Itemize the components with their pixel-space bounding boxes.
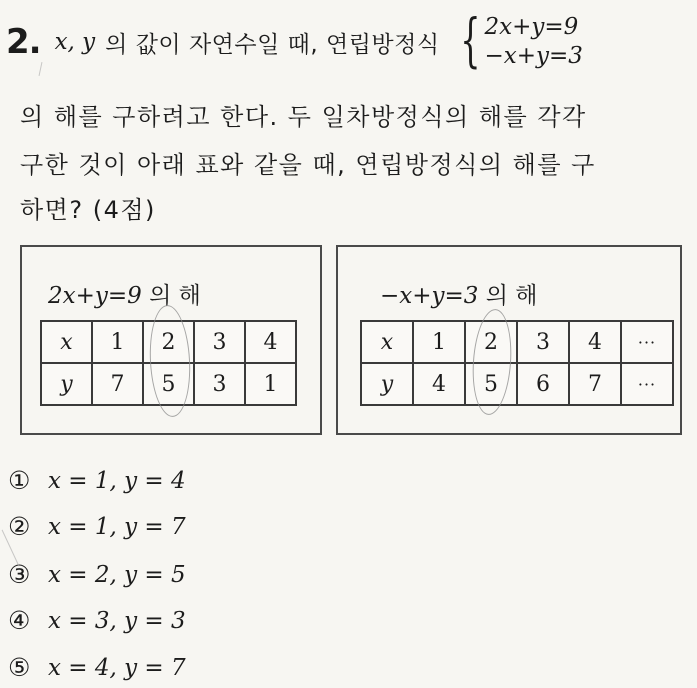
- table-cell: 5: [143, 363, 194, 405]
- row-header-x: x: [41, 321, 92, 363]
- table-cell: 6: [517, 363, 569, 405]
- system-equation-1: 2x+y=9: [484, 14, 579, 40]
- row-header-y: y: [41, 363, 92, 405]
- table-title-right: [380, 277, 537, 310]
- table-cell: 1: [413, 321, 465, 363]
- equation-system-rows: [484, 13, 582, 71]
- choice-equation: x = 1, y = 7: [48, 513, 186, 540]
- table-cell: 4: [569, 321, 621, 363]
- choice-marker: ④: [8, 606, 31, 635]
- table-title-suffix: 의 해: [485, 283, 538, 309]
- table-cell: 2: [143, 321, 194, 363]
- table-cell: 4: [245, 321, 296, 363]
- choice-equation: x = 4, y = 7: [48, 654, 186, 681]
- choice-marker: ①: [8, 466, 31, 495]
- choice-marker: ⑤: [8, 653, 31, 682]
- answer-choice-5[interactable]: [8, 653, 186, 682]
- choice-marker: ②: [8, 512, 31, 541]
- choice-equation: x = 1, y = 4: [48, 467, 186, 494]
- table-cell: 3: [517, 321, 569, 363]
- answer-choice-1[interactable]: [8, 466, 186, 495]
- table-title-suffix: 의 해: [149, 283, 201, 309]
- question-text-line-3: 구한 것이 아래 표와 같을 때, 연립방정식의 해를 구: [20, 151, 596, 179]
- table-cell: 1: [92, 321, 143, 363]
- equation-system: [452, 6, 583, 74]
- table-title-left: [48, 277, 201, 310]
- table-row: [41, 363, 296, 405]
- row-header-y: y: [361, 363, 413, 405]
- choice-equation: x = 2, y = 5: [48, 561, 186, 588]
- solution-table-right: [360, 320, 674, 406]
- question-variables: x, y: [54, 29, 96, 55]
- question-intro-text: 의 값이 자연수일 때, 연립방정식: [105, 31, 440, 58]
- row-header-x: x: [361, 321, 413, 363]
- solution-table-panel-left: [20, 245, 322, 435]
- table-cell: 3: [194, 363, 245, 405]
- ellipsis-cell: ···: [621, 363, 673, 405]
- question-number: 2.: [6, 22, 41, 62]
- system-equation-2: −x+y=3: [484, 43, 583, 69]
- choice-equation: x = 3, y = 3: [48, 607, 186, 634]
- ellipsis-cell: ···: [621, 321, 673, 363]
- table-cell: 1: [245, 363, 296, 405]
- table-row: [361, 363, 673, 405]
- table-cell: 4: [413, 363, 465, 405]
- question-first-line: [6, 6, 583, 74]
- answer-choice-2[interactable]: [8, 512, 186, 541]
- table-row: [361, 321, 673, 363]
- table-cell: 3: [194, 321, 245, 363]
- solution-table-panel-right: [336, 245, 682, 435]
- table-cell: 5: [465, 363, 517, 405]
- question-text-line-4: 하면? (4점): [20, 196, 156, 224]
- left-brace-icon: {: [459, 6, 481, 74]
- answer-choice-4[interactable]: [8, 606, 186, 635]
- question-text-line-2: 의 해를 구하려고 한다. 두 일차방정식의 해를 각각: [20, 103, 587, 131]
- table-cell: 2: [465, 321, 517, 363]
- table-cell: 7: [92, 363, 143, 405]
- answer-choice-3[interactable]: [8, 560, 186, 589]
- table-row: [41, 321, 296, 363]
- table-cell: 7: [569, 363, 621, 405]
- table-title-equation: 2x+y=9: [48, 283, 142, 309]
- solution-table-left: [40, 320, 297, 406]
- choice-marker: ③: [8, 560, 31, 589]
- table-title-equation: −x+y=3: [380, 283, 479, 309]
